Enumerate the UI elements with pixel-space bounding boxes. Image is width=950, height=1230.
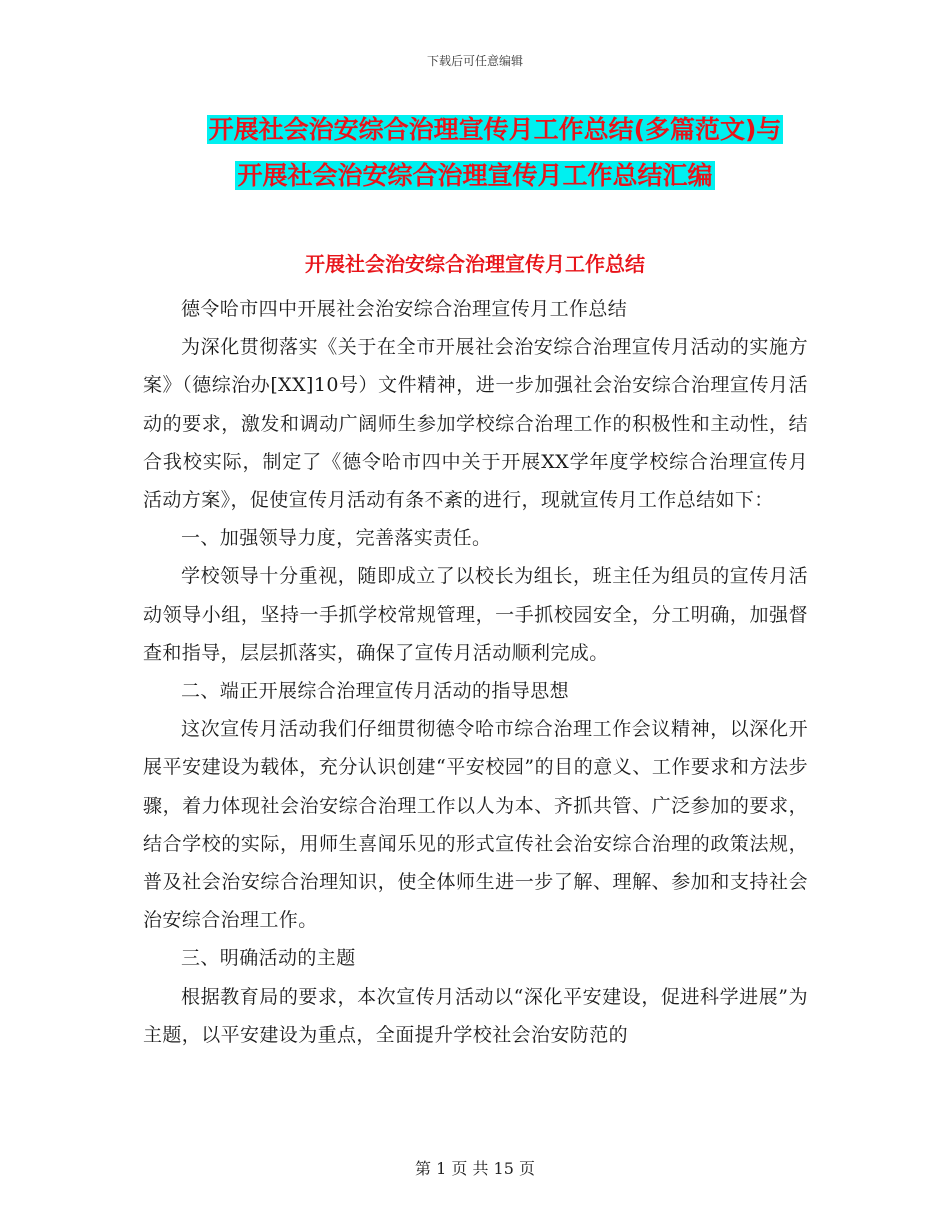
paragraph: 为深化贯彻落实《关于在全市开展社会治安综合治理宣传月活动的实施方案》（德综治办[XX]10号）文件精神，进一步加强社会治安综合治理宣传月活动的要求，激发和调动广阔师生参加学校综合治理工作的积极性和主动性，结合我校实际，制定了《德令哈市四中关于开展XX学年度学校综合治理宣传月活动方案》，促使宣传月活动有条不紊的进行，现就宣传月工作总结如下： <box>143 336 808 512</box>
paragraph: 德令哈市四中开展社会治安综合治理宣传月工作总结 <box>181 298 628 320</box>
paragraph: 根据教育局的要求，本次宣传月活动以“深化平安建设，促进科学进展”为主题，以平安建设为重点，全面提升学校社会治安防范的 <box>143 985 808 1046</box>
page-header: 下载后可任意编辑 <box>426 54 523 68</box>
paragraph: 二、端正开展综合治理宣传月活动的指导思想 <box>181 680 570 703</box>
paragraph: 这次宣传月活动我们仔细贯彻德令哈市综合治理工作会议精神，以深化开展平安建设为载体，充分认识创建“平安校园”的目的意义、工作要求和方法步骤，着力体现社会治安综合治理工作以人为本、齐抓共管、广泛参加的要求，结合学校的实际，用师生喜闻乐见的形式宣传社会治安综合治理的政策法规，普及社会治安综合治理知识，使全体师生进一步了解、理解、参加和支持社会治安综合治理工作。 <box>143 718 808 932</box>
section-title: 开展社会治安综合治理宣传月工作总结 <box>305 252 645 276</box>
document-title-line-2 <box>0 154 950 198</box>
title-highlight-2: 开展社会治安综合治理宣传月工作总结汇编 <box>237 161 713 190</box>
paragraph: 学校领导十分重视，随即成立了以校长为组长，班主任为组员的宣传月活动领导小组，坚持一手抓学校常规管理，一手抓校园安全，分工明确，加强督查和指导，层层抓落实，确保了宣传月活动顺利完成。 <box>143 565 808 664</box>
document-body <box>143 290 808 1054</box>
page-footer: 第 1 页 共 15 页 <box>415 1159 535 1178</box>
paragraph: 一、加强领导力度，完善落实责任。 <box>181 527 492 550</box>
title-highlight-1: 开展社会治安综合治理宣传月工作总结(多篇范文)与 <box>208 115 782 144</box>
document-title-line-1 <box>0 108 950 152</box>
paragraph: 三、明确活动的主题 <box>181 947 356 970</box>
